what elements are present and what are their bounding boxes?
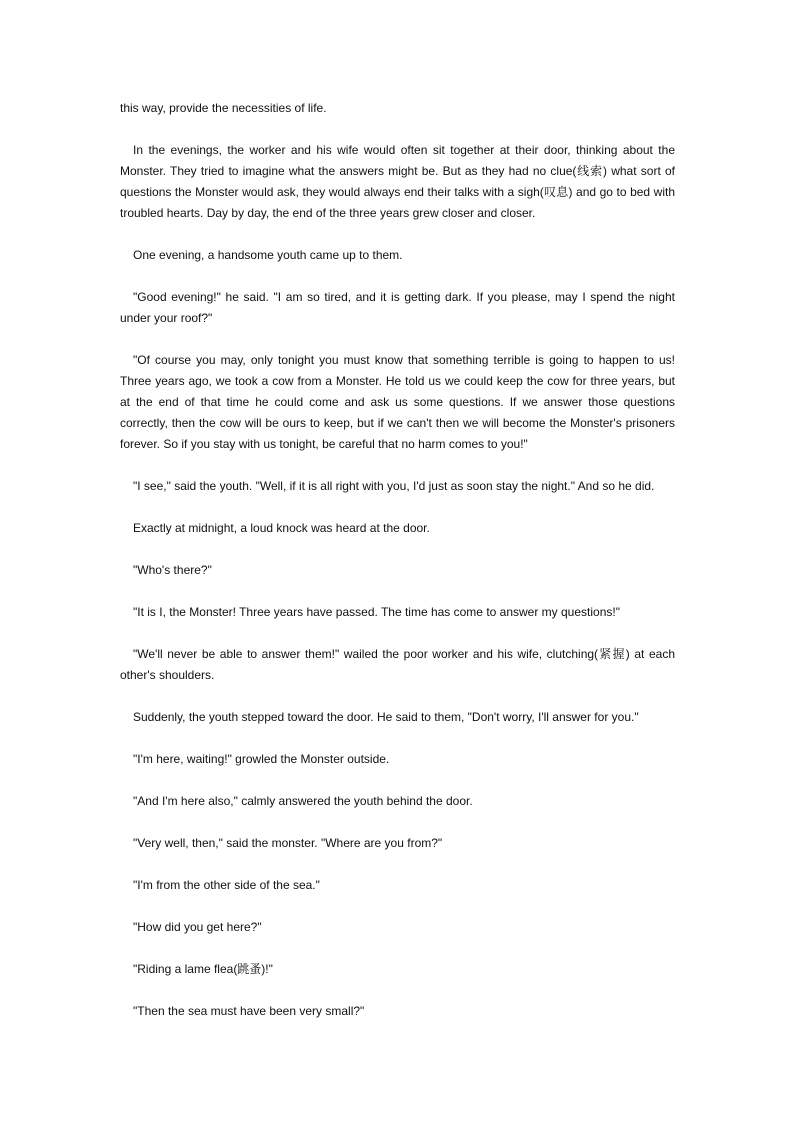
paragraph-16: "How did you get here?": [133, 920, 262, 934]
paragraph-2: In the evenings, the worker and his wife would often sit together at their door, thinking about the Monster. They tried to imagine what the answers might be. But as they had no clue(线索) what sort of questions the Monster would ask, they would always end their talks with a sigh(叹息) and go to bed with troubled hearts. Day by day, the end of the three years grew closer and closer.: [120, 143, 675, 220]
paragraph-17: "Riding a lame flea(跳蚤)!": [133, 962, 273, 976]
paragraph-7: Exactly at midnight, a loud knock was heard at the door.: [133, 521, 430, 535]
paragraph-14: "Very well, then," said the monster. "Where are you from?": [133, 836, 443, 850]
story-text: [120, 98, 675, 1043]
paragraph-9: "It is I, the Monster! Three years have passed. The time has come to answer my questions!": [133, 605, 620, 619]
paragraph-1: this way, provide the necessities of life.: [120, 101, 327, 115]
paragraph-12: "I'm here, waiting!" growled the Monster outside.: [133, 752, 390, 766]
paragraph-18: "Then the sea must have been very small?": [133, 1004, 365, 1018]
paragraph-3: One evening, a handsome youth came up to them.: [133, 248, 403, 262]
paragraph-11: Suddenly, the youth stepped toward the door. He said to them, "Don't worry, I'll answer for you.": [133, 710, 639, 724]
paragraph-8: "Who's there?": [133, 563, 212, 577]
paragraph-13: "And I'm here also," calmly answered the youth behind the door.: [133, 794, 473, 808]
paragraph-15: "I'm from the other side of the sea.": [133, 878, 320, 892]
paragraph-4: "Good evening!" he said. "I am so tired, and it is getting dark. If you please, may I spend the night under your roof?": [120, 290, 675, 325]
paragraph-10: "We'll never be able to answer them!" wailed the poor worker and his wife, clutching(紧握) at each other's shoulders.: [120, 647, 675, 682]
paragraph-5: "Of course you may, only tonight you must know that something terrible is going to happen to us! Three years ago, we took a cow from a Monster. He told us we could keep the cow for three years, but at the end of that time he could come and ask us some questions. If we answer those questions correctly, then the cow will be ours to keep, but if we can't then we will become the Monster's prisoners forever. So if you stay with us tonight, be careful that no harm comes to you!": [120, 353, 675, 451]
paragraph-6: "I see," said the youth. "Well, if it is all right with you, I'd just as soon stay the night." And so he did.: [133, 479, 655, 493]
